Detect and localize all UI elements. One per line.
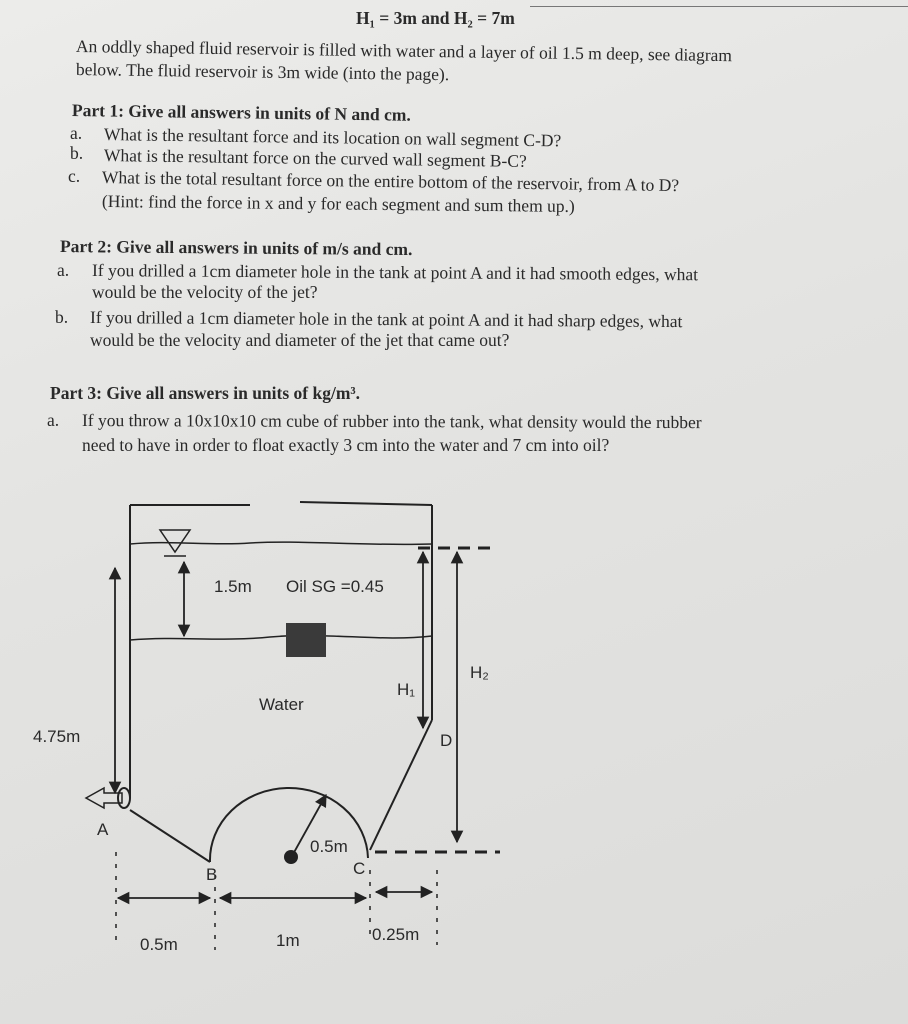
part1-b-text: What is the resultant force on the curved wall segment B-C? <box>103 145 527 171</box>
part1-c-text: What is the total resultant force on the entire bottom of the reservoir, from A to D? <box>101 167 680 196</box>
part2-a-text-2: would be the velocity of the jet? <box>92 282 318 302</box>
point-b-label: B <box>206 865 218 884</box>
radius-label: 0.5m <box>310 837 348 856</box>
oil-label: Oil SG =0.45 <box>286 577 384 596</box>
dim-right-label: 0.25m <box>372 925 420 944</box>
part2-title: Part 2: Give all answers in units of m/s and cm. <box>59 236 413 260</box>
part3-a-text-1: If you throw a 10x10x10 cm cube of rubber into the tank, what density would the rubber <box>81 410 702 433</box>
part1-a-text: What is the resultant force and its location on wall segment C-D? <box>103 124 562 151</box>
part2-b-text-2: would be the velocity and diameter of the jet that came out? <box>90 330 510 350</box>
part1-c-marker: c. <box>68 166 81 186</box>
intro-line-2: below. The fluid reservoir is 3m wide (into the page). <box>75 59 450 85</box>
rubber-cube <box>286 623 326 657</box>
sloped-wall-cd <box>370 720 432 850</box>
bottom-ab <box>130 810 210 862</box>
h1-label: H₁ <box>397 680 416 699</box>
part3-title: Part 3: Give all answers in units of kg/m³. <box>50 383 361 403</box>
point-d-label: D <box>440 731 453 750</box>
part2-b-text-1: If you drilled a 1cm diameter hole in the tank at point A and it had sharp edges, what <box>89 307 683 332</box>
oil-water-interface <box>130 636 432 640</box>
h2-label: H₂ <box>470 663 489 682</box>
oil-depth-label: 1.5m <box>214 577 252 596</box>
part3-a-marker: a. <box>47 410 60 430</box>
water-label: Water <box>259 695 304 714</box>
dim-left-label: 0.5m <box>140 935 178 954</box>
point-c-label: C <box>353 859 366 878</box>
part2-b-marker: b. <box>55 307 69 327</box>
part3-a-text-2: need to have in order to float exactly 3 cm into the water and 7 cm into oil? <box>82 435 610 455</box>
part2-a-marker: a. <box>57 260 70 280</box>
left-height-label: 4.75m <box>33 727 81 746</box>
top-rim-right <box>300 502 432 505</box>
part1-a-marker: a. <box>70 123 83 143</box>
point-a-label: A <box>97 820 109 839</box>
surface-triangle-icon <box>160 530 190 552</box>
drain-tap-icon <box>86 788 122 808</box>
curve-center-point <box>284 850 298 864</box>
part1-title: Part 1: Give all answers in units of N and cm. <box>71 100 411 125</box>
dim-mid-label: 1m <box>276 931 300 950</box>
intro-line-1: An oddly shaped fluid reservoir is filled with water and a layer of oil 1.5 m deep, see diagram <box>75 36 733 66</box>
given-heights: H₁ = 3m and H₂ = 7m <box>356 8 515 28</box>
part1-b-marker: b. <box>70 143 84 163</box>
part1-c-hint: (Hint: find the force in x and y for each segment and sum them up.) <box>101 191 575 216</box>
part2-a-text-1: If you drilled a 1cm diameter hole in the tank at point A and it had smooth edges, what <box>91 260 699 285</box>
free-surface <box>130 542 432 544</box>
